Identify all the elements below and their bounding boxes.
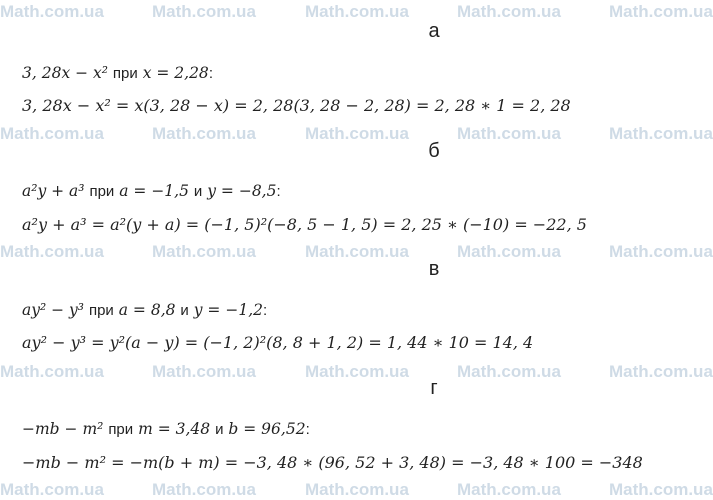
solution-b: a²y + a³ = a²(y + a) = (−1, 5)²(−8, 5 − 1, 5) = 2, 25 ∗ (−10) = −22, 5 [22, 215, 587, 234]
solution-a: 3, 28x − x² = x(3, 28 − x) = 2, 28(3, 28 − 2, 28) = 2, 28 ∗ 1 = 2, 28 [22, 96, 571, 115]
condition-b [22, 182, 281, 200]
watermark: Math.com.ua [152, 124, 256, 143]
section-heading-a [0, 20, 656, 43]
watermark: Math.com.ua [457, 480, 561, 499]
condition-word-pri: при [89, 183, 115, 200]
watermark: Math.com.ua [305, 480, 409, 499]
condition-expression: a²y + a³ [22, 182, 85, 200]
condition-expression: 3, 28x − x² [22, 64, 108, 82]
watermark: Math.com.ua [457, 124, 561, 143]
condition-value: a = 8,8 [118, 301, 176, 319]
section-heading-g [0, 377, 656, 400]
section-heading-v-label: в [428, 258, 440, 280]
watermark: Math.com.ua [0, 480, 104, 499]
watermark: Math.com.ua [609, 124, 713, 143]
watermark: Math.com.ua [457, 242, 561, 261]
condition-word-i: и [193, 183, 203, 200]
condition-word-pri: при [112, 65, 138, 82]
condition-value: a = −1,5 [119, 182, 189, 200]
condition-colon: : [208, 65, 213, 82]
watermark: Math.com.ua [305, 2, 409, 21]
watermark: Math.com.ua [0, 362, 104, 381]
condition-value: m = 3,48 [138, 420, 211, 438]
condition-word-i: и [215, 421, 224, 438]
watermark: Math.com.ua [609, 480, 713, 499]
watermark: Math.com.ua [152, 242, 256, 261]
condition-colon: : [263, 302, 268, 319]
condition-a [22, 64, 213, 82]
solution-g: −mb − m² = −m(b + m) = −3, 48 ∗ (96, 52 + 3, 48) = −3, 48 ∗ 100 = −348 [22, 453, 643, 472]
watermark: Math.com.ua [609, 2, 713, 21]
watermark: Math.com.ua [457, 2, 561, 21]
watermark: Math.com.ua [609, 362, 713, 381]
condition-word-pri: при [88, 302, 114, 319]
watermark: Math.com.ua [305, 242, 409, 261]
section-heading-v [0, 258, 656, 281]
watermark: Math.com.ua [0, 2, 104, 21]
watermark: Math.com.ua [305, 124, 409, 143]
watermark: Math.com.ua [609, 242, 713, 261]
condition-value: y = −8,5 [207, 182, 277, 200]
solution-v: ay² − y³ = y²(a − y) = (−1, 2)²(8, 8 + 1, 2) = 1, 44 ∗ 10 = 14, 4 [22, 333, 534, 352]
condition-value: y = −1,2 [193, 301, 263, 319]
section-heading-a-label: а [428, 20, 440, 42]
watermark: Math.com.ua [152, 2, 256, 21]
condition-colon: : [305, 421, 310, 438]
watermark: Math.com.ua [0, 124, 104, 143]
watermark: Math.com.ua [0, 242, 104, 261]
condition-expression: ay² − y³ [22, 301, 85, 319]
watermark: Math.com.ua [152, 362, 256, 381]
condition-colon: : [276, 183, 281, 200]
watermark: Math.com.ua [305, 362, 409, 381]
condition-value: x = 2,28 [142, 64, 209, 82]
watermark: Math.com.ua [152, 480, 256, 499]
condition-v [22, 301, 267, 319]
condition-value: b = 96,52 [228, 420, 306, 438]
condition-word-pri: при [108, 421, 134, 438]
condition-g [22, 420, 310, 438]
condition-expression: −mb − m² [22, 420, 104, 438]
condition-word-i: и [180, 302, 189, 319]
section-heading-b [0, 140, 656, 163]
watermark: Math.com.ua [457, 362, 561, 381]
section-heading-b-label: б [428, 140, 440, 162]
section-heading-g-label: г [430, 377, 438, 399]
